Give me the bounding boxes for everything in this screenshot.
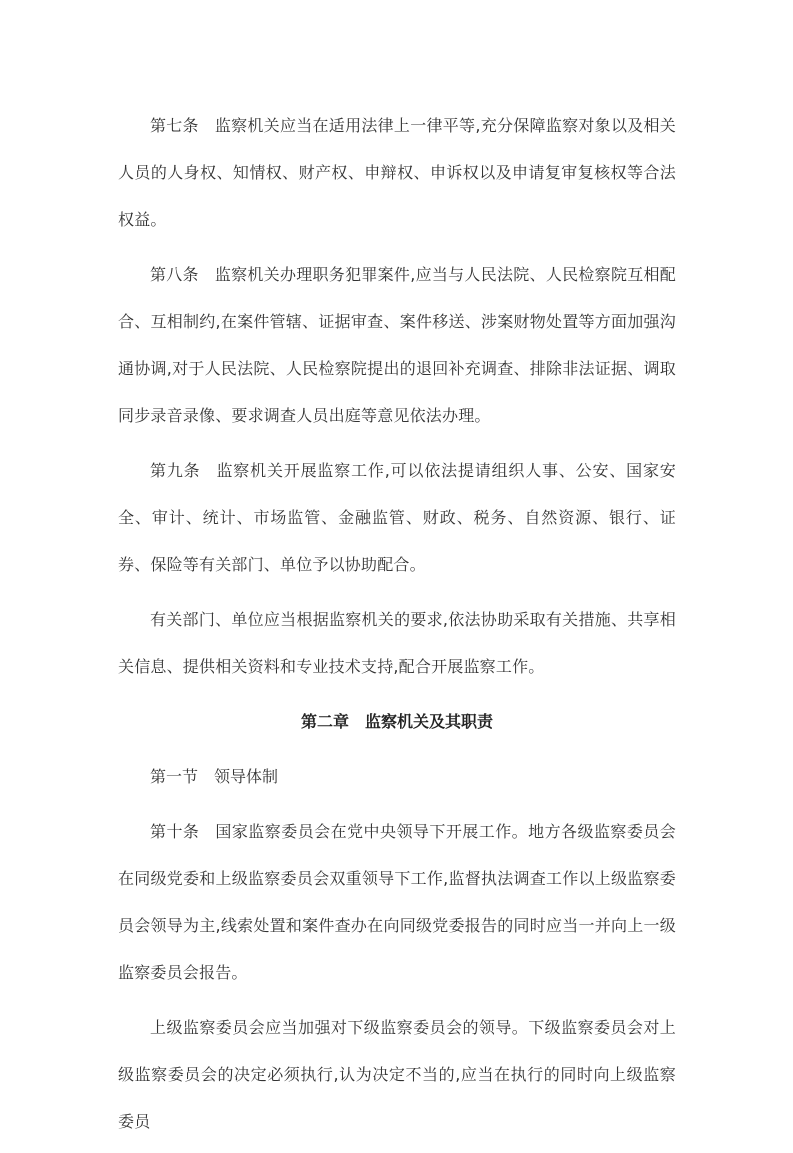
article-text: 监察机关办理职务犯罪案件,应当与人民法院、人民检察院互相配合、互相制约,在案件管辖、证据审查、案件移送、涉案财物处置等方面加强沟通协调,对于人民法院、人民检察院提出的退回补充调查、排除非法证据、调取同步录音录像、要求调查人员出庭等意见依法办理。	[118, 265, 676, 425]
article-text: 监察机关开展监察工作,可以依法提请组织人事、公安、国家安全、审计、统计、市场监管、金融监管、财政、税务、自然资源、银行、证券、保险等有关部门、单位予以协助配合。	[118, 461, 677, 574]
article-text: 国家监察委员会在党中央领导下开展工作。地方各级监察委员会在同级党委和上级监察委员会双重领导下工作,监督执法调查工作以上级监察委员会领导为主,线索处置和案件查办在向同级党委报告的同时应当一并向上一级监察委员会报告。	[118, 822, 676, 982]
article-text: 监察机关应当在适用法律上一律平等,充分保障监察对象以及相关人员的人身权、知情权、财产权、申辩权、申诉权以及申请复审复核权等合法权益。	[118, 116, 676, 229]
article-9-paragraph-2	[118, 596, 676, 690]
article-9	[118, 447, 676, 588]
article-number: 第九条	[150, 461, 201, 480]
chapter-title: 监察机关及其职责	[365, 712, 494, 731]
article-10-paragraph-2	[118, 1004, 676, 1145]
paragraph-text: 上级监察委员会应当加强对下级监察委员会的领导。下级监察委员会对上级监察委员会的决定必须执行,认为决定不当的,应当在执行的同时向上级监察委员	[118, 1018, 676, 1131]
chapter-heading	[118, 698, 676, 745]
section-title: 领导体制	[214, 767, 279, 786]
article-number: 第七条	[150, 116, 199, 135]
article-number: 第十条	[150, 822, 200, 841]
document-page	[118, 102, 676, 1153]
paragraph-text: 有关部门、单位应当根据监察机关的要求,依法协助采取有关措施、共享相关信息、提供相关资料和专业技术支持,配合开展监察工作。	[118, 610, 676, 676]
article-8	[118, 251, 676, 439]
section-number: 第一节	[150, 767, 199, 786]
article-number: 第八条	[150, 265, 199, 284]
article-10	[118, 808, 676, 996]
chapter-number: 第二章	[300, 712, 349, 731]
article-7	[118, 102, 676, 243]
section-heading	[118, 753, 676, 800]
